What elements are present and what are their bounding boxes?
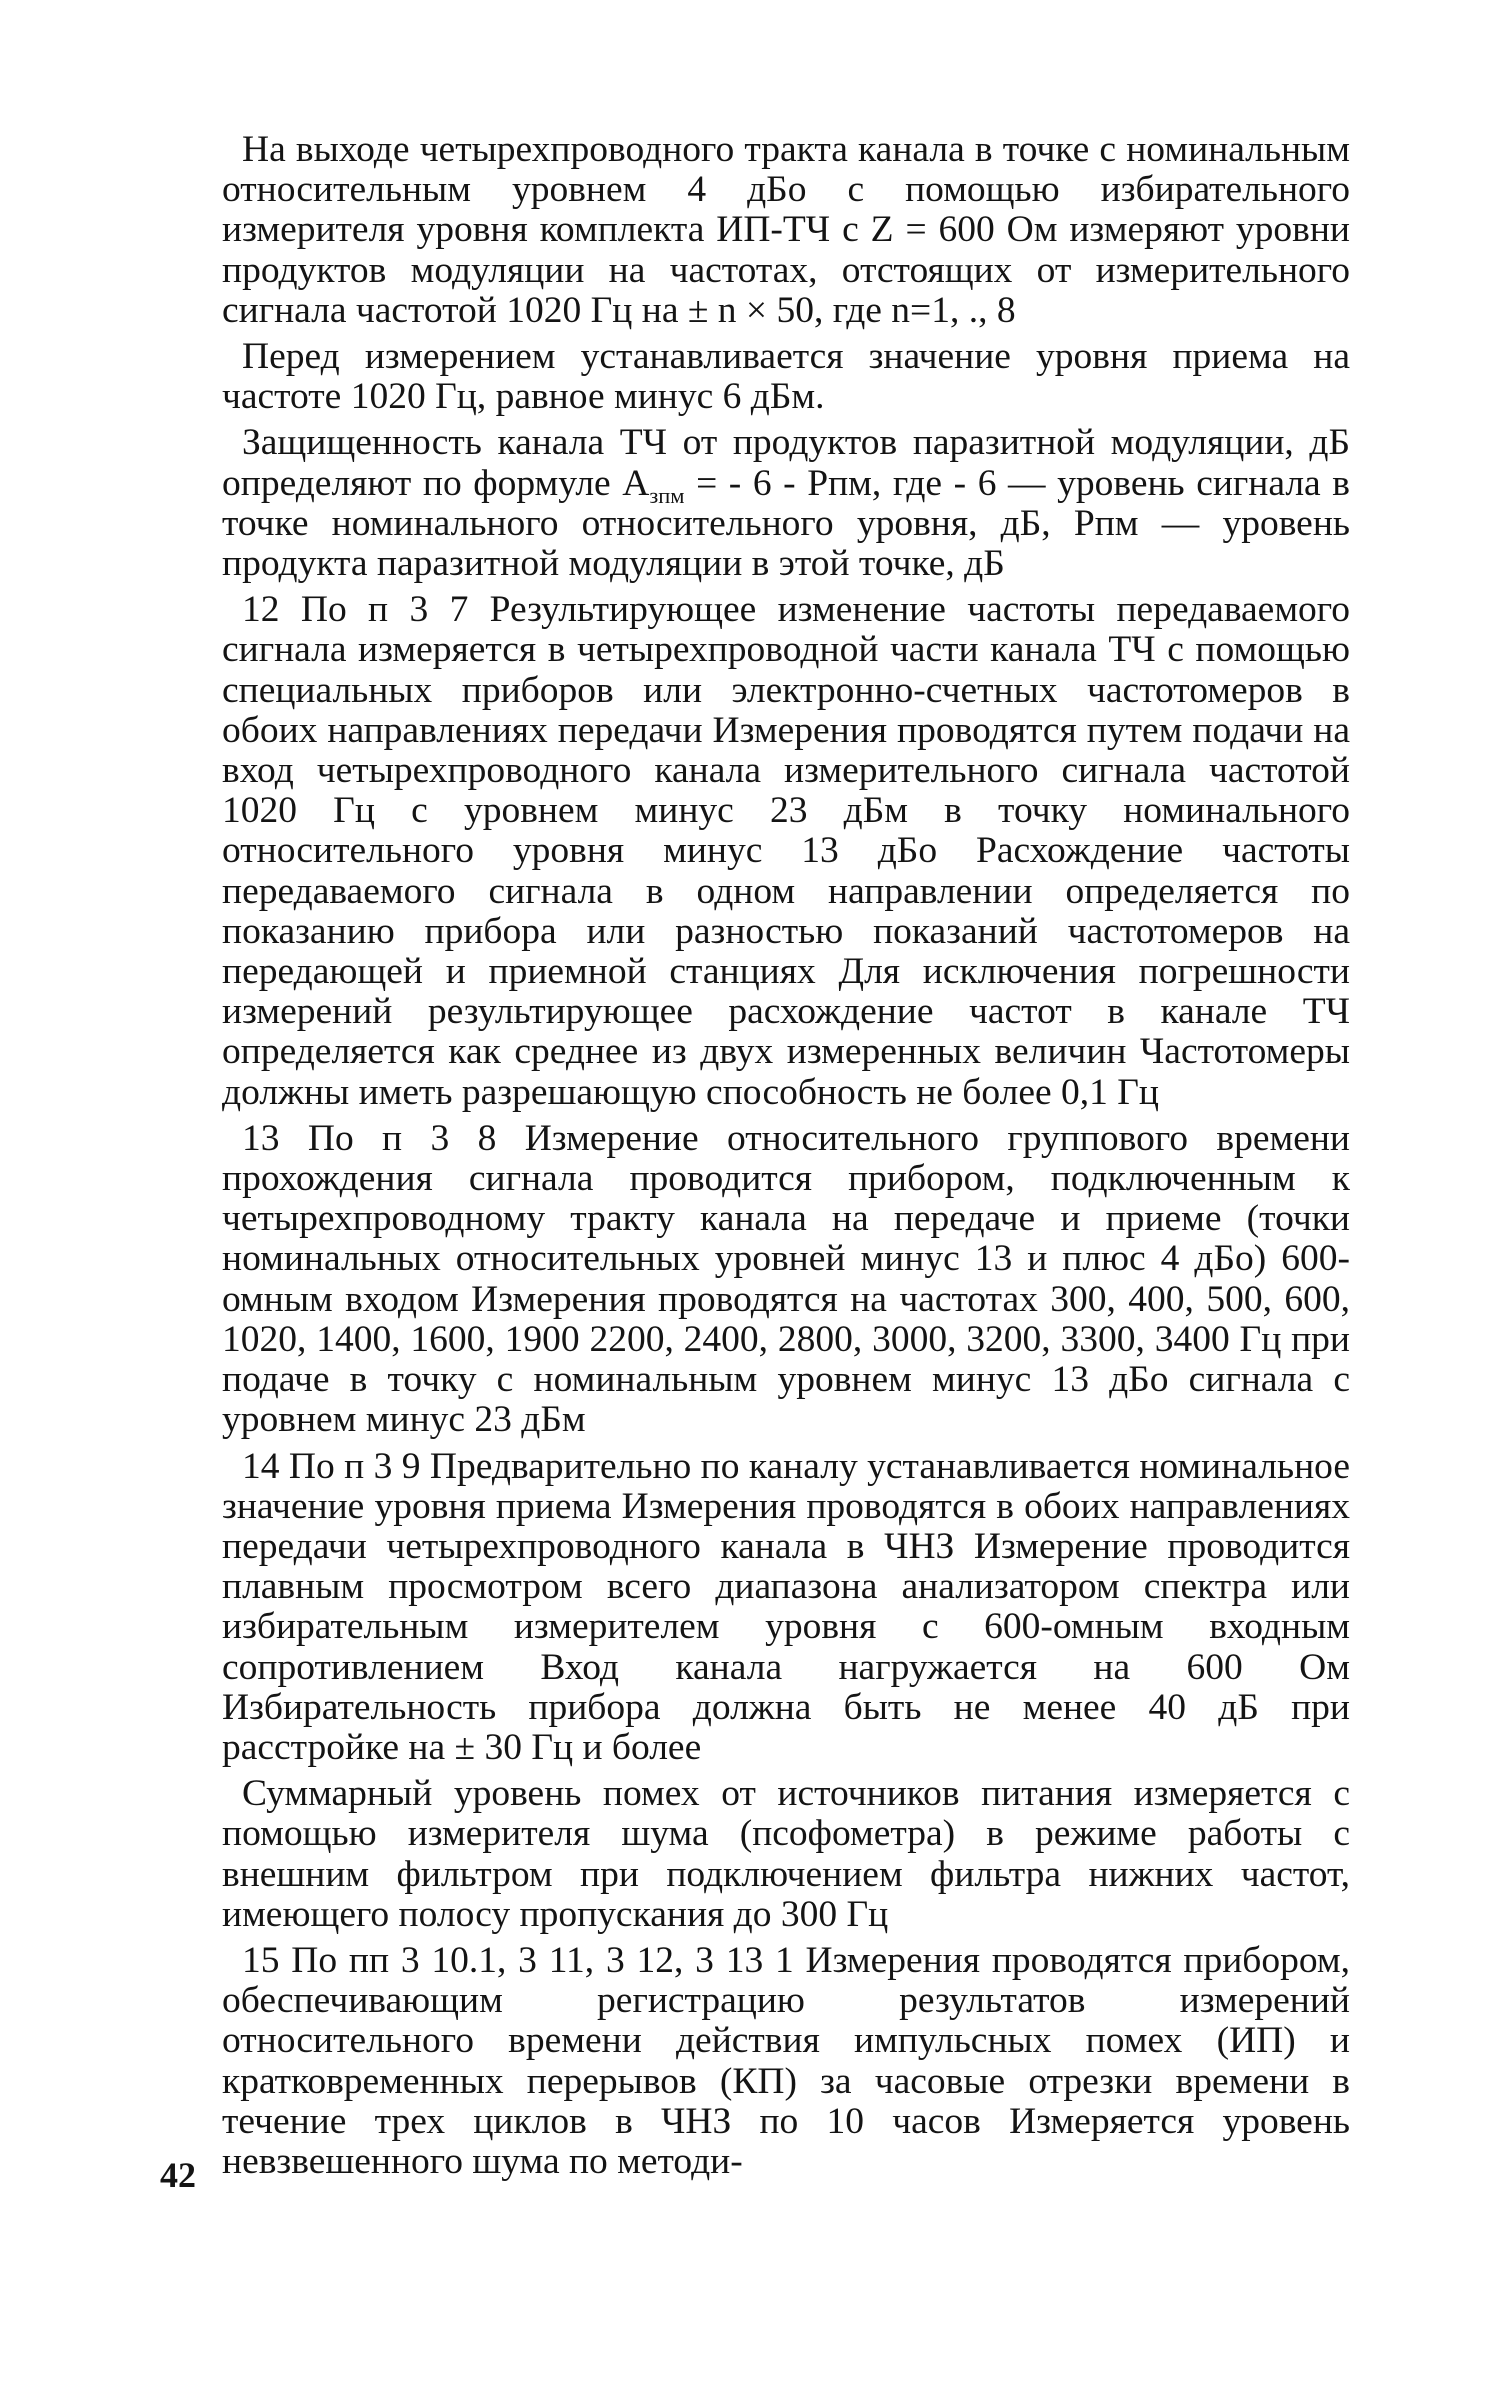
paragraph-6: 14 По п 3 9 Предварительно по каналу устанавливается номинальное значение уровня приема Измерения проводятся в обоих направлениях передачи четырехпроводного канала в ЧНЗ Измерение проводится плавным просмотром всего диапазона анализатором спектра или избирательным измерителем уровня с 600-омным входным сопротивлением Вход канала нагружается на 600 Ом Избирательность прибора должна быть не менее 40 дБ при расстройке на ± 30 Гц и более [222, 1445, 1350, 1768]
paragraph-8: 15 По пп 3 10.1, 3 11, 3 12, 3 13 1 Измерения проводятся прибором, обеспечивающим регистрацию результатов измерений относительного времени действия импульсных помех (ИП) и кратковременных перерывов (КП) за часовые отрезки времени в течение трех циклов в ЧНЗ по 10 часов Измеряется уровень невзвешенного шума по методи- [222, 1939, 1350, 2182]
paragraph-3 [222, 423, 1350, 584]
paragraph-3-text-after: = - 6 - Рпм, где - 6 — уровень сигнала в точке номинального относительного уровня, дБ, Рпм — уровень продукта паразитной модуляции в этой точке, дБ [222, 462, 1350, 585]
page-number: 42 [160, 2155, 196, 2195]
body-text [222, 130, 1350, 2188]
paragraph-2: Перед измерением устанавливается значение уровня приема на частоте 1020 Гц, равное минус 6 дБм. [222, 336, 1350, 418]
paragraph-5: 13 По п 3 8 Измерение относительного группового времени прохождения сигнала проводится прибором, подключенным к четырехпроводному тракту канала на передаче и приеме (точки номинальных относительных уровней минус 13 и плюс 4 дБо) 600-омным входом Измерения проводятся на частотах 300, 400, 500, 600, 1020, 1400, 1600, 1900 2200, 2400, 2800, 3000, 3200, 3300, 3400 Гц при подаче в точку с номинальным уровнем минус 13 дБо сигнала с уровнем минус 23 дБм [222, 1117, 1350, 1441]
paragraph-1: На выходе четырехпроводного тракта канала в точке с номинальным относительным уровнем 4 дБо с помощью избирательного измерителя уровня комплекта ИП-ТЧ с Z = 600 Ом измеряют уровни продуктов модуляции на частотах, отстоящих от измерительного сигнала частотой 1020 Гц на ± n × 50, где n=1, ., 8 [222, 129, 1350, 331]
formula-subscript: зпм [649, 482, 685, 508]
paragraph-3-text-before: Защищенность канала ТЧ от продуктов паразитной модуляции, дБ определяют по формуле А [222, 422, 1350, 504]
paragraph-7: Суммарный уровень помех от источников питания измеряется с помощью измерителя шума (псофометра) в режиме работы с внешним фильтром при подключением фильтра нижних частот, имеющего полосу пропускания до 300 Гц [222, 1773, 1350, 1935]
paragraph-4: 12 По п 3 7 Результирующее изменение частоты передаваемого сигнала измеряется в четырехпроводной части канала ТЧ с помощью специальных приборов или электронно-счетных частотомеров в обоих направлениях передачи Измерения проводятся путем подачи на вход четырехпроводного канала измерительного сигнала частотой 1020 Гц с уровнем минус 23 дБм в точку номинального относительного уровня минус 13 дБо Расхождение частоты передаваемого сигнала в одном направлении определяется по показанию прибора или разностью показаний частотомеров на передающей и приемной станциях Для исключения погрешности измерений результирующее расхождение частот в канале ТЧ определяется как среднее из двух измеренных величин Частотомеры должны иметь разрешающую способность не более 0,1 Гц [222, 589, 1350, 1113]
